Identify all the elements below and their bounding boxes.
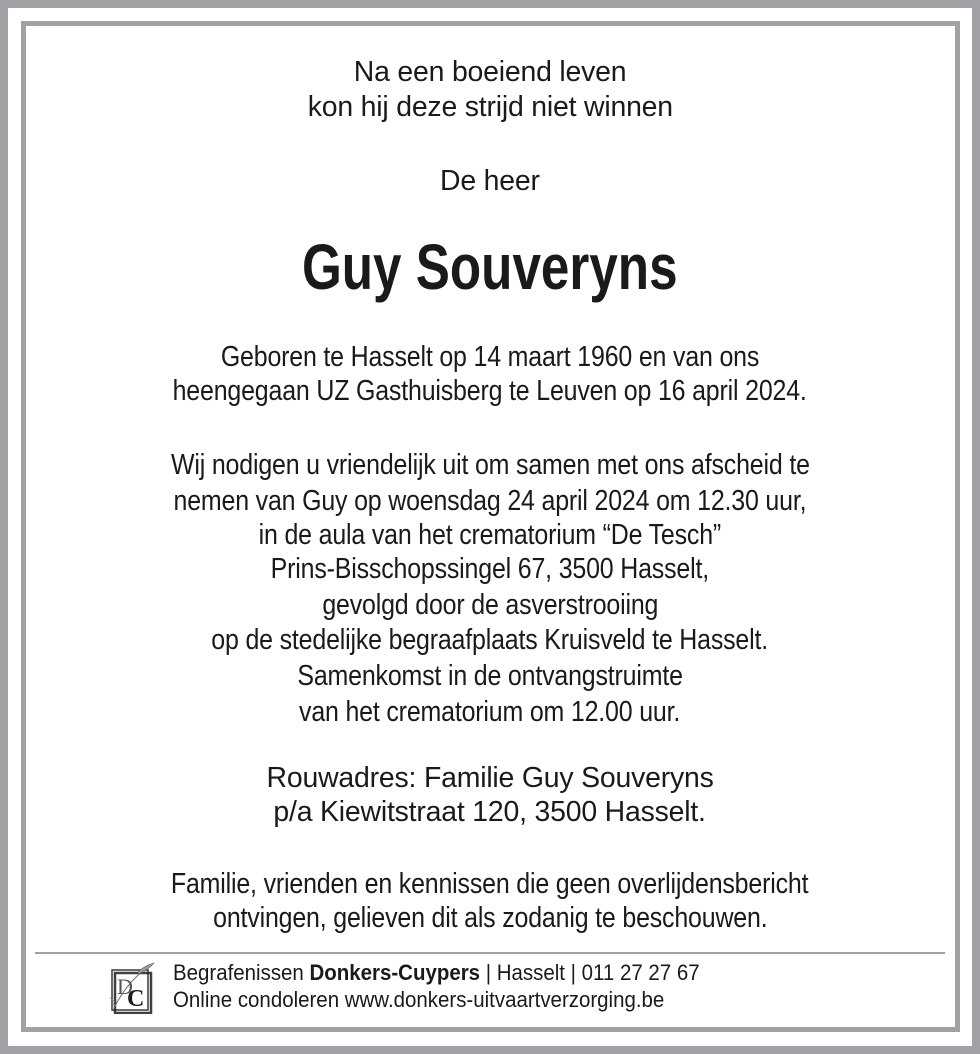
intro-line-2: kon hij deze strijd niet winnen	[307, 91, 673, 123]
ceremony-line-5: gevolgd door de asverstrooiing	[322, 589, 658, 621]
footer-phone: 011 27 27 67	[581, 960, 700, 985]
deceased-name: Guy Souveryns	[302, 231, 678, 303]
funeral-home-name: Donkers-Cuypers	[309, 960, 481, 985]
svg-text:D: D	[117, 974, 133, 999]
footer-line-1	[173, 959, 739, 986]
footer-condolence-website: Online condoleren www.donkers-uitvaartverzorging.be	[173, 987, 665, 1012]
ceremony-line-4: Prins-Bisschopssingel 67, 3500 Hasselt,	[270, 553, 710, 585]
birth-death-line-2: heengegaan UZ Gasthuisberg te Leuven op 16 april 2024.	[172, 375, 808, 407]
footer-separator-2: |	[564, 960, 582, 985]
footer-city: Hasselt	[496, 960, 565, 985]
ceremony-line-3: in de aula van het crematorium “De Tesch”	[258, 519, 722, 551]
ceremony-line-1: Wij nodigen u vriendelijk uit om samen met ons afscheid te	[170, 449, 810, 481]
mourning-address-line-1: Rouwadres: Familie Guy Souveryns	[266, 762, 714, 794]
footer-line-2	[173, 986, 739, 1013]
ceremony-line-2: nemen van Guy op woensdag 24 april 2024 om 12.30 uur,	[173, 485, 807, 517]
ceremony-line-8: van het crematorium om 12.00 uur.	[299, 696, 681, 728]
closing-line-1: Familie, vrienden en kennissen die geen overlijdensbericht	[171, 868, 809, 900]
svg-text:C: C	[127, 986, 145, 1012]
ceremony-line-6: op de stedelijke begraafplaats Kruisveld te Hasselt.	[211, 624, 769, 656]
footer-separator	[35, 952, 945, 954]
mourning-address-line-2: p/a Kiewitstraat 120, 3500 Hasselt.	[273, 796, 707, 828]
ceremony-line-7: Samenkomst in de ontvangstruimte	[297, 660, 683, 692]
salutation: De heer	[440, 165, 540, 197]
birth-death-line-1: Geboren te Hasselt op 14 maart 1960 en van ons	[220, 341, 760, 373]
footer-separator-1: |	[480, 960, 497, 985]
dc-monogram-quill-logo-icon	[108, 962, 156, 1014]
closing-line-2: ontvingen, gelieven dit als zodanig te beschouwen.	[212, 902, 768, 934]
funeral-home-footer	[173, 959, 739, 1013]
footer-prefix: Begrafenissen	[173, 960, 310, 985]
intro-line-1: Na een boeiend leven	[353, 56, 627, 88]
